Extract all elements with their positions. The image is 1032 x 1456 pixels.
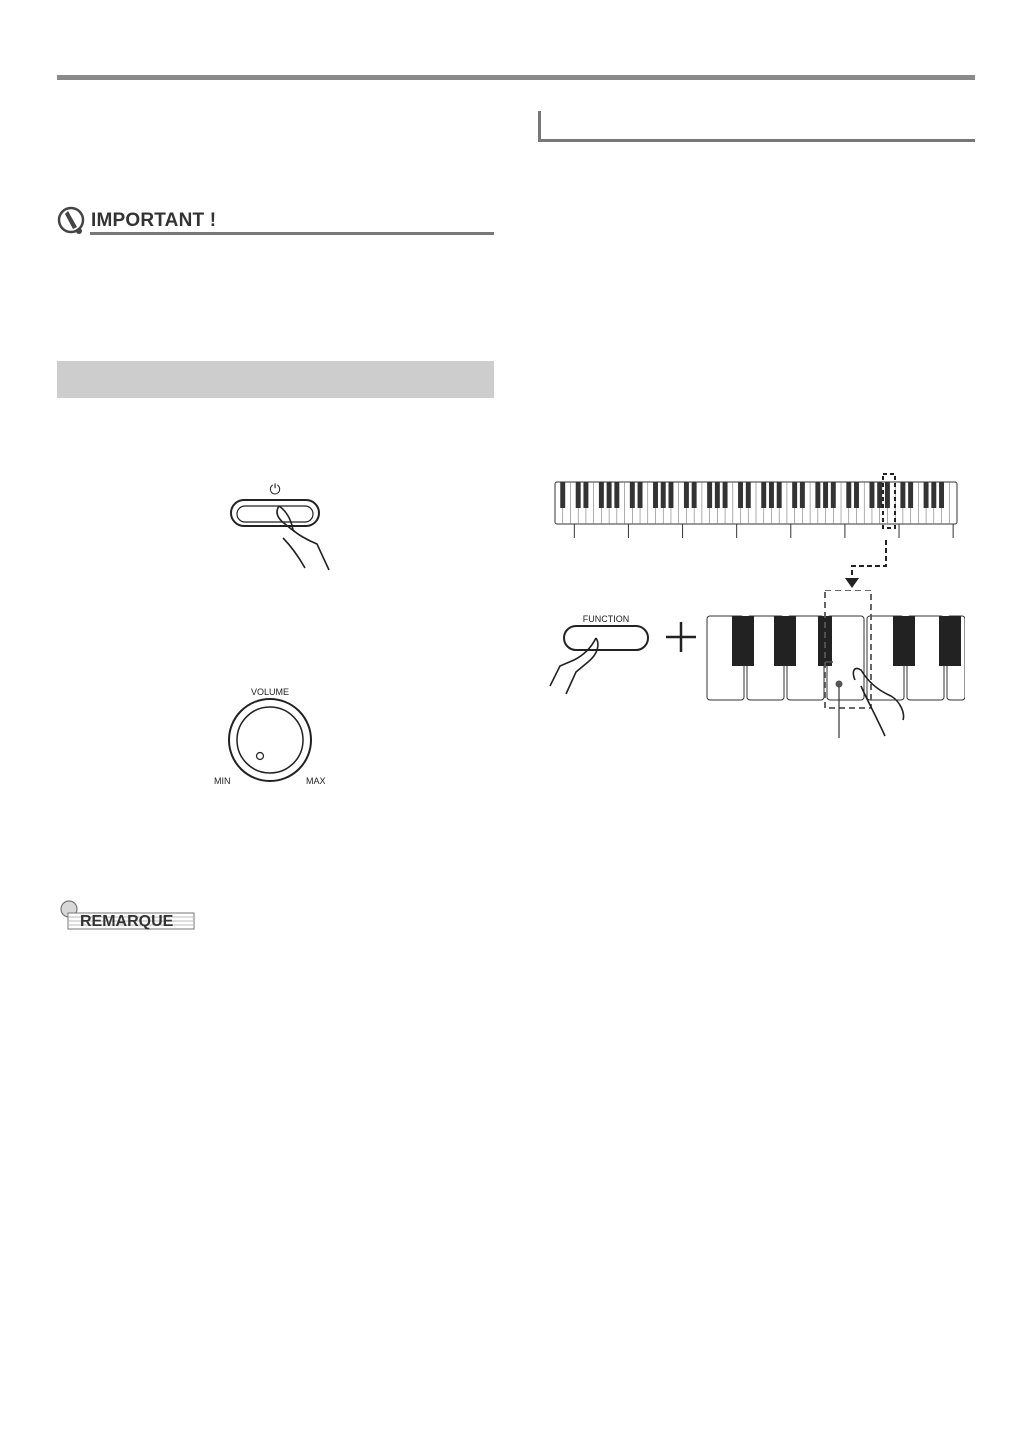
selected-key	[827, 616, 864, 700]
important-title: IMPORTANT !	[91, 210, 217, 231]
right-section-heading-frame	[538, 111, 975, 142]
remarque-header	[58, 900, 198, 930]
volume-knob-illustration	[210, 684, 340, 790]
volume-label: VOLUME	[250, 687, 290, 697]
volume-max-label: MAX	[306, 776, 326, 786]
function-label: FUNCTION	[582, 614, 630, 624]
keyboard-closeup	[705, 590, 965, 738]
important-icon	[57, 205, 89, 237]
power-symbol-icon: ⏻	[269, 481, 281, 497]
keyboard-overview	[553, 472, 963, 544]
section-heading-bar	[57, 361, 494, 398]
remarque-title: REMARQUE	[80, 913, 174, 930]
important-rule	[90, 232, 494, 235]
plus-icon	[664, 620, 698, 654]
top-rule	[57, 75, 975, 80]
connector-arrow	[840, 540, 900, 590]
power-button-illustration	[225, 478, 345, 578]
volume-min-label: MIN	[214, 776, 231, 786]
function-button-illustration	[546, 610, 656, 698]
